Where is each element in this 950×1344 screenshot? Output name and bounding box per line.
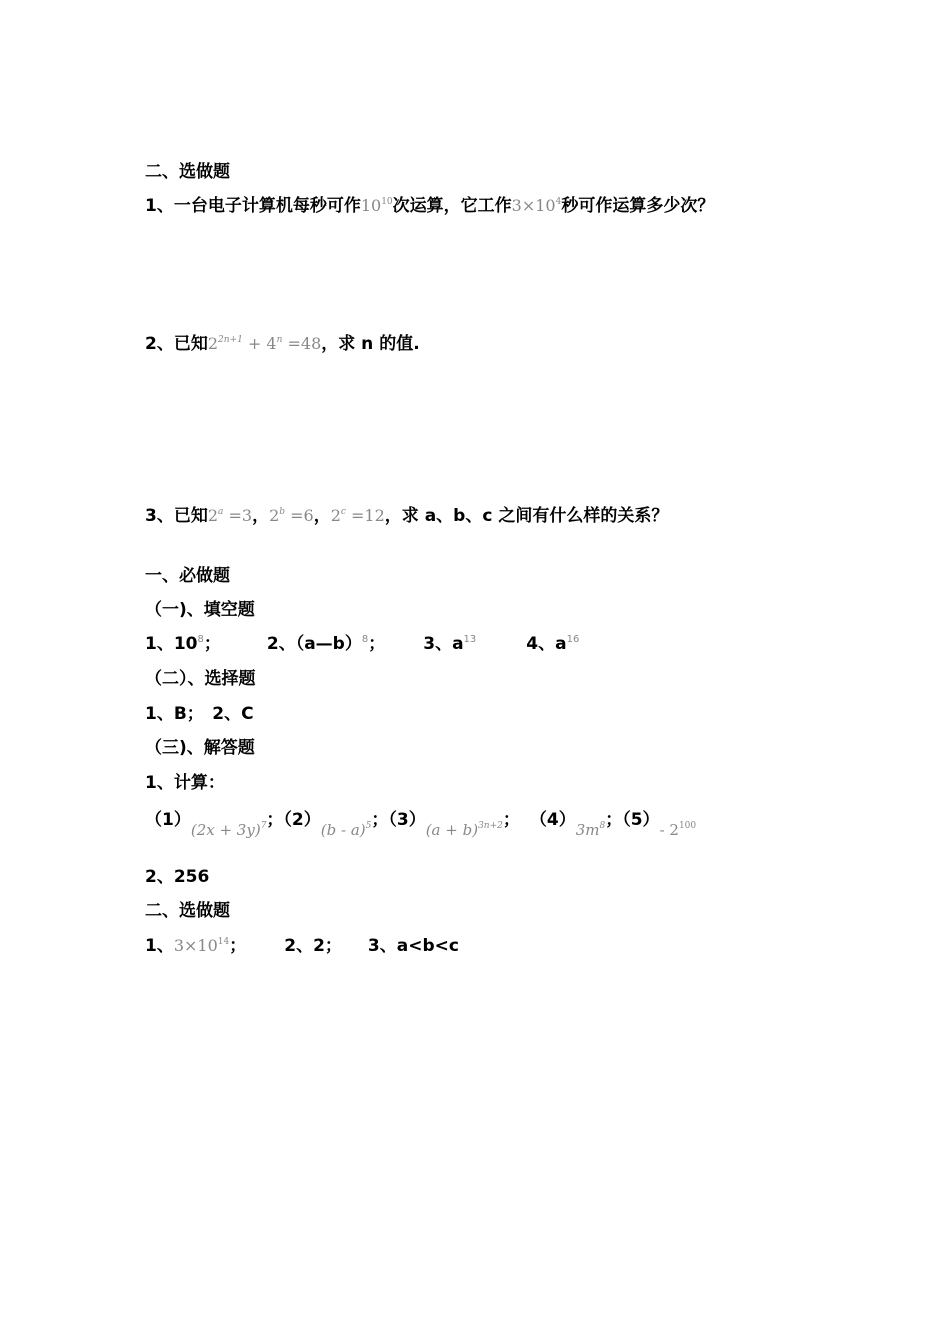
question-1 bbox=[145, 194, 714, 218]
q1-prefix: 1、一台电子计算机每秒可作 bbox=[145, 196, 361, 216]
answers-section2-title: 二、选做题 bbox=[145, 901, 230, 921]
question-2 bbox=[145, 332, 420, 356]
last-answers: 1、$3\times 10^{14}$； 2、2； 3、a<b<c bbox=[145, 936, 459, 956]
q2-prefix: 2、已知 bbox=[145, 334, 208, 354]
answer-256: 2、256 bbox=[145, 867, 210, 887]
q2-suffix: ，求 n 的值. bbox=[321, 334, 420, 354]
last-math: $3\times 10^{14}$ bbox=[173, 936, 230, 955]
q1-mid: 次运算，它工作 bbox=[392, 196, 512, 216]
choice-title: （二）、选择题 bbox=[145, 669, 256, 689]
q2-math: $2^{2n+1} + 4^n =48$ bbox=[207, 334, 322, 353]
choice-answers: 1、B； 2、C bbox=[145, 704, 254, 724]
calc-expr-2: (b - a)$^5$ bbox=[320, 821, 372, 839]
q3-math-a: $2^a =3$ bbox=[207, 506, 253, 525]
section2-title: 二、选做题 bbox=[145, 162, 230, 182]
question-3: 3、已知$2^a =3$，$2^b =6$，$2^c =12$，求 a、b、c 之间有什么样的关系？ bbox=[145, 506, 669, 526]
fill-blank-answers: 1、$10^8$； 2、（a—b）$^8$； 3、$a^{13}$ 4、$a^{16}$ bbox=[145, 634, 580, 654]
calc-expr-4: $3m^8$ bbox=[575, 821, 606, 839]
fill-blank-title: （一)、填空题 bbox=[145, 600, 255, 620]
q1-suffix: 秒可作运算多少次？ bbox=[561, 196, 715, 216]
calc-answers: $(1)(2x + 3y)^7$；（2）(b - a)$^5$；$(3)(a + b)^{3n+2}$； $(4)3m^8$；（5）- $2^{100}$ bbox=[145, 810, 697, 839]
solve-title: （三)、解答题 bbox=[145, 738, 255, 758]
q3-math-c: $2^c =12$ bbox=[330, 506, 385, 525]
calc-expr-1: $(2x + 3y)^7$ bbox=[190, 821, 267, 839]
q1-math-2: $3\times 10^4$ bbox=[511, 196, 562, 215]
q3-prefix: 3、已知 bbox=[145, 506, 208, 526]
calc-expr-3: $(a + b)^{3n+2}$ bbox=[425, 821, 503, 839]
answers-section1-title: 一、必做题 bbox=[145, 566, 230, 586]
calc-title: 1、计算： bbox=[145, 773, 225, 793]
q3-math-b: $2^b =6$ bbox=[269, 506, 314, 525]
q1-math-1: $10^{10}$ bbox=[360, 196, 393, 215]
q3-suffix: ，求 a、b、c 之间有什么样的关系？ bbox=[384, 506, 669, 526]
calc-expr-5: - $2^{100}$ bbox=[659, 821, 697, 839]
